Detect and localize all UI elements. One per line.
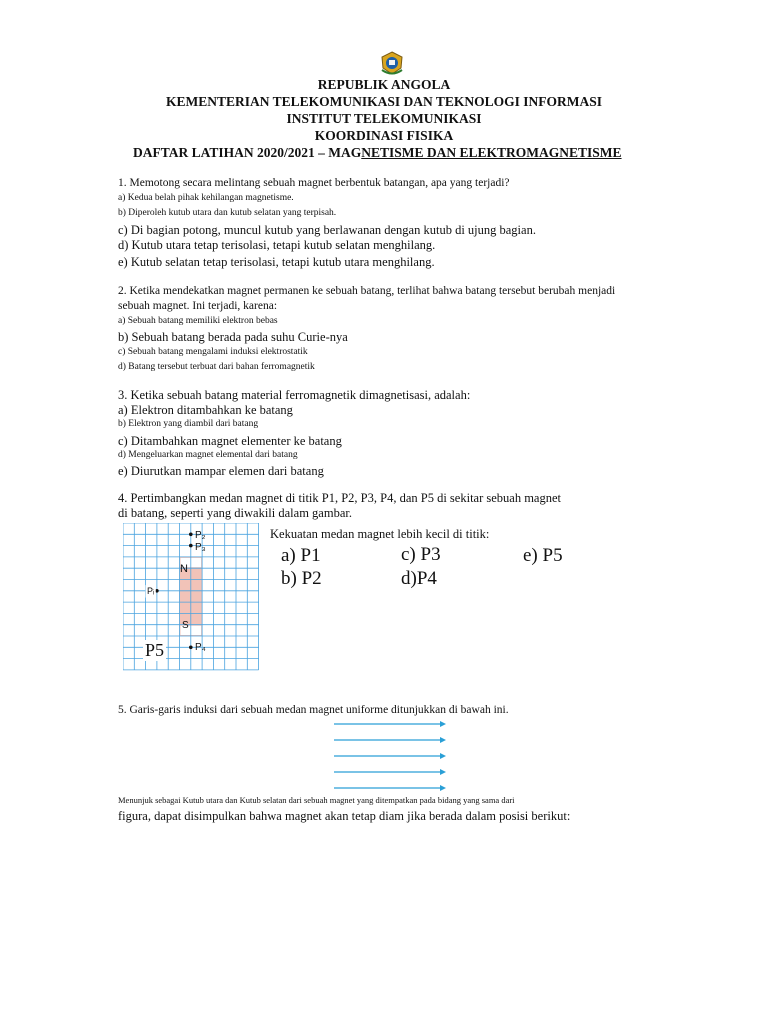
q4-option-c: c) P3 [401, 544, 441, 565]
q1-option-e: e) Kutub selatan tetap terisolasi, tetapi kutub utara menghilang. [118, 255, 435, 269]
field-line-arrowhead [440, 737, 446, 743]
point-p5-label: P5 [145, 640, 165, 660]
point-p3-label: P₃ [195, 542, 206, 553]
q2-option-b: b) Sebuah batang berada pada suhu Curie-nya [118, 330, 348, 344]
header-line-2: KEMENTERIAN TELEKOMUNIKASI DAN TEKNOLOGI INFORMASI [165, 94, 603, 109]
q2-option-d: d) Batang tersebut terbuat dari bahan ferromagnetik [118, 362, 315, 372]
q2-option-c: c) Sebuah batang mengalami induksi elektrostatik [118, 347, 308, 357]
q4-option-a: a) P1 [281, 545, 321, 566]
point-p4-label: P₄ [195, 642, 206, 653]
q3-option-d: d) Mengeluarkan magnet elemental dari batang [118, 450, 298, 460]
q5-question: 5. Garis-garis induksi dari sebuah medan magnet uniforme ditunjukkan di bawah ini. [118, 704, 509, 716]
point-p2-dot [189, 533, 193, 537]
q2-question-line-1: 2. Ketika mendekatkan magnet permanen ke sebuah batang, terlihat bahwa batang tersebut berubah menjadi [118, 285, 616, 297]
q3-question: 3. Ketika sebuah batang material ferromagnetik dimagnetisasi, adalah: [118, 388, 471, 402]
q3-option-c: c) Ditambahkan magnet elementer ke batang [118, 434, 342, 448]
q5-conclusion: figura, dapat disimpulkan bahwa magnet akan tetap diam jika berada dalam posisi berikut: [118, 809, 571, 823]
field-line-arrowhead [440, 769, 446, 775]
q3-option-b: b) Elektron yang diambil dari batang [118, 419, 259, 429]
q5-note: Menunjuk sebagai Kutub utara dan Kutub selatan dari sebuah magnet yang ditempatkan pada bidang yang sama dari [118, 795, 515, 805]
q1-option-c: c) Di bagian potong, muncul kutub yang berlawanan dengan kutub di ujung bagian. [118, 223, 536, 237]
q4-option-d: d)P4 [401, 568, 437, 589]
angola-coat-of-arms-icon [378, 50, 406, 76]
q2-option-a: a) Sebuah batang memiliki elektron bebas [118, 316, 278, 326]
point-p2-label: P₂ [195, 530, 206, 541]
q4-option-b: b) P2 [281, 568, 322, 589]
q1-option-d: d) Kutub utara tetap terisolasi, tetapi kutub selatan menghilang. [118, 238, 436, 252]
field-line-arrowhead [440, 753, 446, 759]
header-line-5 [133, 145, 622, 161]
header-line-5-part-b: NETISME DAN ELEKTROMAGNETISME [361, 145, 622, 160]
q4-question-line-2: di batang, seperti yang diwakili dalam gambar. [118, 506, 352, 520]
header-line-3: INSTITUT TELEKOMUNIKASI [286, 111, 482, 126]
field-line-arrowhead [440, 721, 446, 727]
q1-option-b: b) Diperoleh kutub utara dan kutub selatan yang terpisah. [118, 208, 337, 218]
south-pole-label: S [182, 620, 189, 631]
magnet-grid-figure [123, 523, 259, 673]
point-p4-dot [189, 646, 193, 650]
q2-question-line-2: sebuah magnet. Ini terjadi, karena: [118, 300, 278, 312]
uniform-field-lines-figure [330, 718, 450, 798]
q4-question-line-1: 4. Pertimbangkan medan magnet di titik P1, P2, P3, P4, dan P5 di sekitar sebuah magnet [118, 491, 562, 505]
q4-option-e: e) P5 [523, 545, 563, 566]
point-p1-label: Pᵢ [147, 586, 155, 596]
q4-prompt: Kekuatan medan magnet lebih kecil di titik: [270, 527, 490, 541]
header-line-1: REPUBLIK ANGOLA [317, 77, 451, 92]
q3-option-e: e) Diurutkan mampar elemen dari batang [118, 464, 324, 478]
header-line-5-part-a: DAFTAR LATIHAN 2020/2021 – MAG [133, 145, 362, 160]
header-line-4: KOORDINASI FISIKA [314, 128, 454, 143]
field-line-arrowhead [440, 785, 446, 791]
q1-option-a: a) Kedua belah pihak kehilangan magnetisme. [118, 193, 294, 203]
q3-option-a: a) Elektron ditambahkan ke batang [118, 403, 293, 417]
field-lines-svg [330, 718, 450, 798]
point-p3-dot [189, 544, 193, 548]
q1-question: 1. Memotong secara melintang sebuah magnet berbentuk batangan, apa yang terjadi? [118, 177, 510, 189]
north-pole-label: N [180, 563, 188, 575]
